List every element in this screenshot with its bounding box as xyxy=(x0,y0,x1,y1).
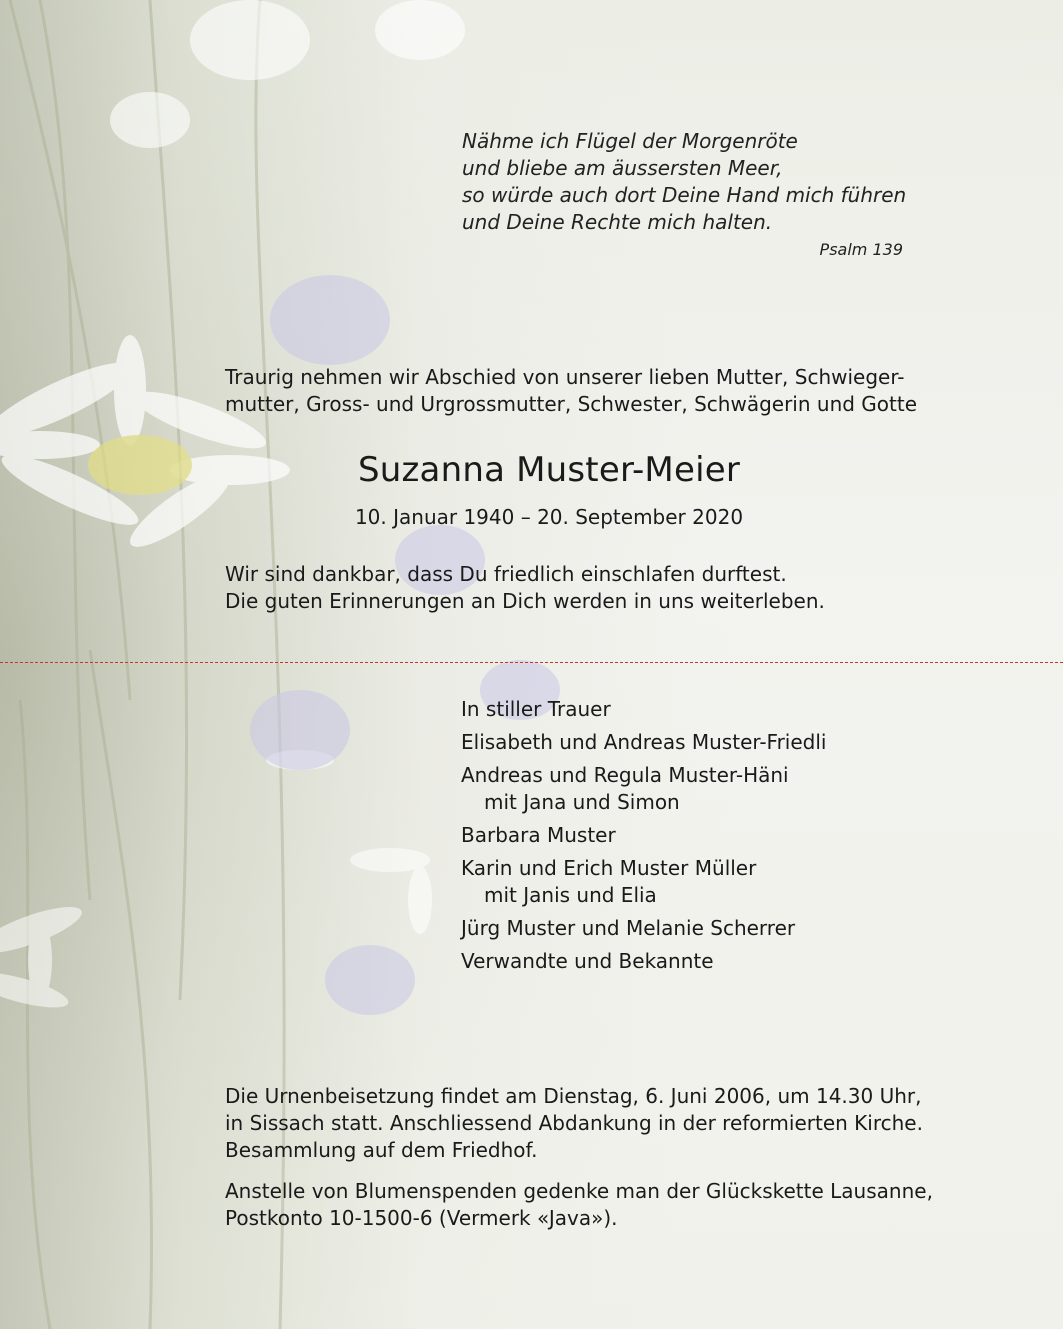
mourner-name: Jürg Muster und Melanie Scherrer xyxy=(461,916,796,940)
donation-line: Anstelle von Blumenspenden gedenke man der Glückskette Lausanne, xyxy=(225,1179,933,1203)
bible-quote xyxy=(462,128,922,236)
ceremony-line: Die Urnenbeisetzung findet am Dienstag, 6. Juni 2006, um 14.30 Uhr, xyxy=(225,1084,922,1108)
ceremony-paragraph xyxy=(225,1083,945,1164)
intro-text xyxy=(225,364,925,418)
mourner-children: mit Jana und Simon xyxy=(484,790,680,814)
ceremony-notice xyxy=(225,1083,945,1246)
donation-paragraph xyxy=(225,1178,945,1232)
mourner-name: Barbara Muster xyxy=(461,823,616,847)
deceased-name: Suzanna Muster-Meier xyxy=(357,450,741,490)
ceremony-line: Besammlung auf dem Friedhof. xyxy=(225,1138,538,1162)
mourner-name: Verwandte und Bekannte xyxy=(461,949,714,973)
mourners-heading: In stiller Trauer xyxy=(461,697,611,721)
list-item xyxy=(461,915,981,942)
mourners-list xyxy=(461,696,981,981)
quote-line: und bliebe am äussersten Meer, xyxy=(462,156,783,180)
mourner-children: mit Janis und Elia xyxy=(484,883,657,907)
list-item xyxy=(461,948,981,975)
mourner-name: Elisabeth und Andreas Muster-Friedli xyxy=(461,730,827,754)
quote-line: so würde auch dort Deine Hand mich führen xyxy=(462,183,907,207)
ceremony-line: in Sissach statt. Anschliessend Abdankung in der reformierten Kirche. xyxy=(225,1111,923,1135)
quote-source: Psalm 139 xyxy=(819,240,903,259)
quote-line: Nähme ich Flügel der Morgenröte xyxy=(462,129,798,153)
mourner-name: Karin und Erich Muster Müller xyxy=(461,856,757,880)
intro-line: mutter, Gross- und Urgrossmutter, Schwester, Schwägerin und Gotte xyxy=(225,392,918,416)
thanks-text xyxy=(225,561,925,615)
mourner-name: Andreas und Regula Muster-Häni xyxy=(461,763,789,787)
cut-line-divider xyxy=(0,662,1063,663)
life-dates: 10. Januar 1940 – 20. September 2020 xyxy=(354,505,744,529)
list-item xyxy=(461,822,981,849)
list-item xyxy=(461,855,981,909)
thanks-line: Die guten Erinnerungen an Dich werden in uns weiterleben. xyxy=(225,589,825,613)
list-item xyxy=(461,762,981,816)
donation-line: Postkonto 10-1500-6 (Vermerk «Java»). xyxy=(225,1206,618,1230)
quote-line: und Deine Rechte mich halten. xyxy=(462,210,773,234)
list-item xyxy=(461,729,981,756)
thanks-line: Wir sind dankbar, dass Du friedlich einschlafen durftest. xyxy=(225,562,787,586)
intro-line: Traurig nehmen wir Abschied von unserer lieben Mutter, Schwieger- xyxy=(225,365,905,389)
